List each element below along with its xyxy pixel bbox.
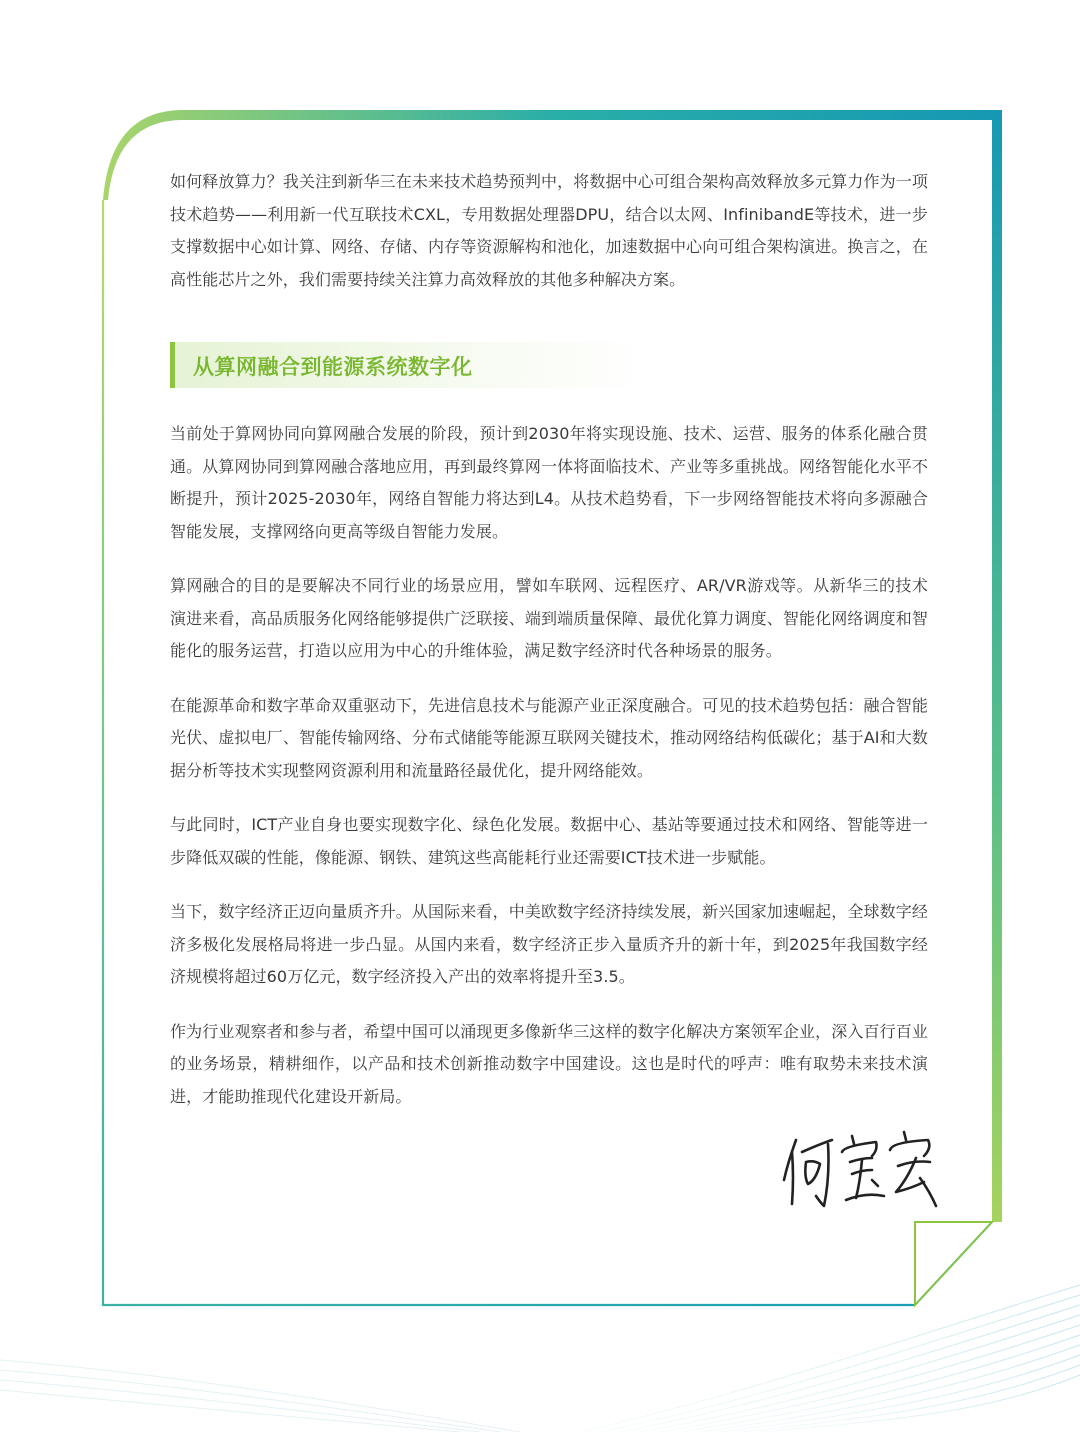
article-body — [170, 166, 928, 1113]
body-paragraph: 在能源革命和数字革命双重驱动下，先进信息技术与能源产业正深度融合。可见的技术趋势包括：融合智能光伏、虚拟电厂、智能传输网络、分布式储能等能源互联网关键技术，推动网络结构低碳化；基于AI和大数据分析等技术实现整网资源利用和流量路径最优化，提升网络能效。 — [170, 695, 928, 780]
body-paragraph: 作为行业观察者和参与者，希望中国可以涌现更多像新华三这样的数字化解决方案领军企业，深入百行百业的业务场景，精耕细作，以产品和技术创新推动数字中国建设。这也是时代的呼声：唯有取势未来技术演进，才能助推现代化建设开新局。 — [170, 1021, 928, 1106]
section-heading-text: 从算网融合到能源系统数字化 — [193, 355, 473, 379]
handwritten-signature — [780, 1122, 940, 1217]
intro-paragraph: 如何释放算力？我关注到新华三在未来技术趋势预判中，将数据中心可组合架构高效释放多元算力作为一项技术趋势——利用新一代互联技术CXL，专用数据处理器DPU，结合以太网、InfinibandE等技术，进一步支撑数据中心如计算、网络、存储、内存等资源解构和池化，加速数据中心向可组合架构演进。换言之，在高性能芯片之外，我们需要持续关注算力高效释放的其他多种解决方案。 — [170, 172, 928, 289]
body-paragraph: 当前处于算网协同向算网融合发展的阶段，预计到2030年将实现设施、技术、运营、服务的体系化融合贯通。从算网协同到算网融合落地应用，再到最终算网一体将面临技术、产业等多重挑战。网络智能化水平不断提升，预计2025-2030年，网络自智能力将达到L4。从技术趋势看，下一步网络智能技术将向多源融合智能发展，支撑网络向更高等级自智能力发展。 — [170, 424, 928, 541]
section-heading — [170, 342, 645, 388]
body-paragraph: 算网融合的目的是要解决不同行业的场景应用，譬如车联网、远程医疗、AR/VR游戏等。从新华三的技术演进来看，高品质服务化网络能够提供广泛联接、端到端质量保障、最优化算力调度、智能化网络调度和智能化的服务运营，打造以应用为中心的升维体验，满足数字经济时代各种场景的服务。 — [170, 576, 928, 660]
body-paragraph: 当下，数字经济正迈向量质齐升。从国际来看，中美欧数字经济持续发展，新兴国家加速崛起，全球数字经济多极化发展格局将进一步凸显。从国内来看，数字经济正步入量质齐升的新十年，到2025年我国数字经济规模将超过60万亿元，数字经济投入产出的效率将提升至3.5。 — [170, 902, 928, 986]
body-paragraph: 与此同时，ICT产业自身也要实现数字化、绿色化发展。数据中心、基站等要通过技术和网络、智能等进一步降低双碳的性能，像能源、钢铁、建筑这些高能耗行业还需要ICT技术进一步赋能。 — [170, 815, 928, 867]
